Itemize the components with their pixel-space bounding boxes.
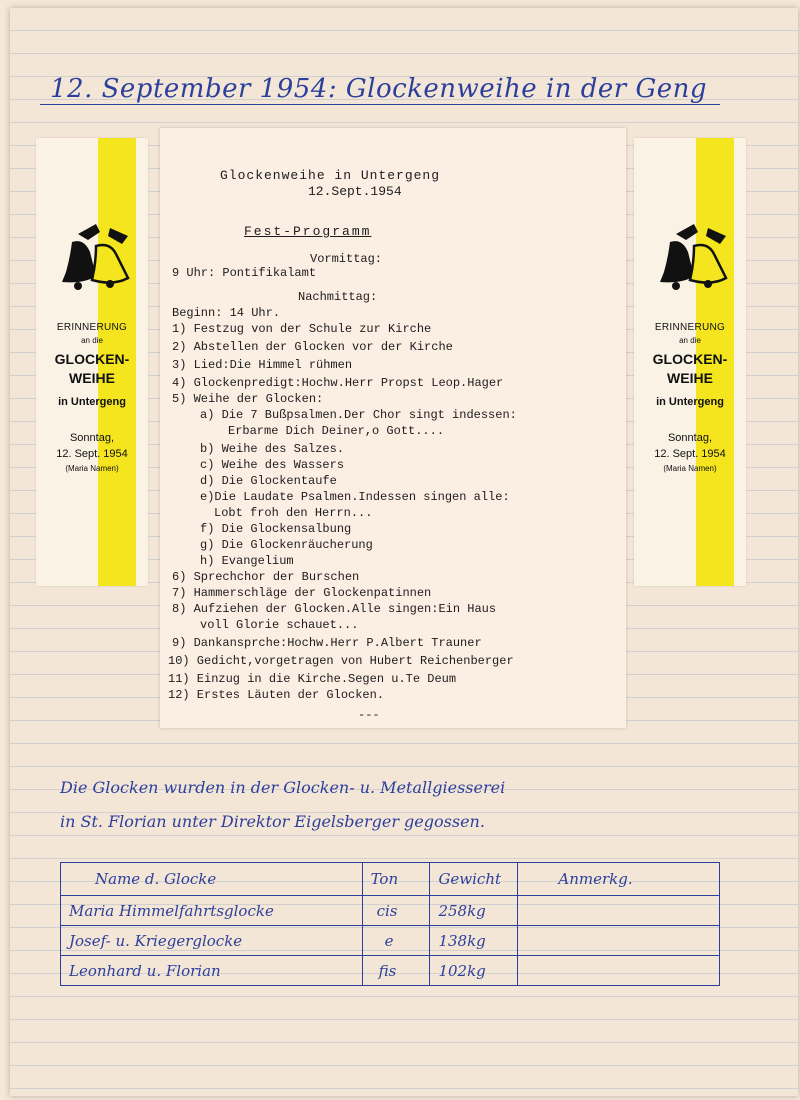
program-line: 6) Sprechchor der Burschen xyxy=(172,570,360,584)
program-line: 9) Dankansprche:Hochw.Herr P.Albert Trauner xyxy=(172,636,482,650)
bells-icon xyxy=(48,222,138,302)
morning-item: 9 Uhr: Pontifikalamt xyxy=(172,266,317,280)
header-name: Name d. Glocke xyxy=(61,863,363,896)
header-remark: Anmerkg. xyxy=(518,863,720,896)
start-time: Beginn: 14 Uhr. xyxy=(172,306,281,320)
program-sheet xyxy=(160,128,626,728)
program-line: g) Die Glockenräucherung xyxy=(200,538,373,552)
bell-weight: 102kg xyxy=(430,956,518,986)
bell-remark xyxy=(518,956,720,986)
program-date: 12.Sept.1954 xyxy=(308,184,402,199)
bell-tone: fis xyxy=(362,956,430,986)
card-place: in Untergeng xyxy=(58,396,126,408)
program-line: 10) Gedicht,vorgetragen von Hubert Reichenberger xyxy=(168,654,514,668)
program-line: 3) Lied:Die Himmel rühmen xyxy=(172,358,353,372)
program-line: 12) Erstes Läuten der Glocken. xyxy=(168,688,385,702)
card-an-die: an die xyxy=(81,336,103,345)
program-end-mark: --- xyxy=(358,708,380,722)
program-line: 8) Aufziehen der Glocken.Alle singen:Ein Haus xyxy=(172,602,497,616)
program-line: f) Die Glockensalbung xyxy=(200,522,352,536)
card-glocken-weihe: GLOCKEN- WEIHE xyxy=(652,351,728,386)
note-line-1: Die Glocken wurden in der Glocken- u. Metallgiesserei xyxy=(60,778,506,797)
morning-heading: Vormittag: xyxy=(310,252,383,266)
table-row xyxy=(61,956,720,986)
program-title: Glockenweihe in Untergeng xyxy=(220,168,441,183)
program-line: a) Die 7 Bußpsalmen.Der Chor singt indessen: xyxy=(200,408,517,422)
table-row xyxy=(61,896,720,926)
program-line: 11) Einzug in die Kirche.Segen u.Te Deum xyxy=(168,672,457,686)
program-subtitle: Fest-Programm xyxy=(244,224,372,239)
program-line: e)Die Laudate Psalmen.Indessen singen alle: xyxy=(200,490,510,504)
page-heading: 12. September 1954: Glockenweihe in der Geng xyxy=(50,74,707,104)
bell-remark xyxy=(518,896,720,926)
bell-remark xyxy=(518,926,720,956)
header-weight: Gewicht xyxy=(430,863,518,896)
bell-weight: 258kg xyxy=(430,896,518,926)
card-place: in Untergeng xyxy=(656,396,724,408)
program-line: 4) Glockenpredigt:Hochw.Herr Propst Leop.Hager xyxy=(172,376,504,390)
bell-tone: cis xyxy=(362,896,430,926)
bell-name: Maria Himmelfahrtsglocke xyxy=(61,896,363,926)
heading-underline xyxy=(40,104,720,105)
souvenir-card-right xyxy=(634,138,746,586)
bell-tone: e xyxy=(362,926,430,956)
program-line: 1) Festzug von der Schule zur Kirche xyxy=(172,322,432,336)
card-an-die: an die xyxy=(679,336,701,345)
card-feast: (Maria Namen) xyxy=(65,464,119,473)
card-glocken-weihe: GLOCKEN- WEIHE xyxy=(54,351,130,386)
card-date: Sonntag, 12. Sept. 1954 xyxy=(654,432,726,460)
program-line: 2) Abstellen der Glocken vor der Kirche xyxy=(172,340,453,354)
program-line: b) Weihe des Salzes. xyxy=(200,442,345,456)
program-line: d) Die Glockentaufe xyxy=(200,474,337,488)
table-row xyxy=(61,926,720,956)
card-erinnerung: ERINNERUNG xyxy=(654,322,726,333)
program-line: 7) Hammerschläge der Glockenpatinnen xyxy=(172,586,432,600)
card-feast: (Maria Namen) xyxy=(663,464,717,473)
program-line: c) Weihe des Wassers xyxy=(200,458,345,472)
program-line: h) Evangelium xyxy=(200,554,294,568)
bell-weight: 138kg xyxy=(430,926,518,956)
program-line: 5) Weihe der Glocken: xyxy=(172,392,324,406)
card-date: Sonntag, 12. Sept. 1954 xyxy=(56,432,128,460)
card-erinnerung: ERINNERUNG xyxy=(56,322,128,333)
afternoon-heading: Nachmittag: xyxy=(298,290,378,304)
bell-name: Josef- u. Kriegerglocke xyxy=(61,926,363,956)
program-line: Erbarme Dich Deiner,o Gott.... xyxy=(228,424,445,438)
header-tone: Ton xyxy=(362,863,430,896)
souvenir-card-left xyxy=(36,138,148,586)
table-header-row xyxy=(61,863,720,896)
bell-table xyxy=(60,862,720,986)
program-line: voll Glorie schauet... xyxy=(200,618,359,632)
note-line-2: in St. Florian unter Direktor Eigelsberger gegossen. xyxy=(60,812,485,831)
bell-name: Leonhard u. Florian xyxy=(61,956,363,986)
program-line: Lobt froh den Herrn... xyxy=(214,506,373,520)
bells-icon xyxy=(646,222,736,302)
